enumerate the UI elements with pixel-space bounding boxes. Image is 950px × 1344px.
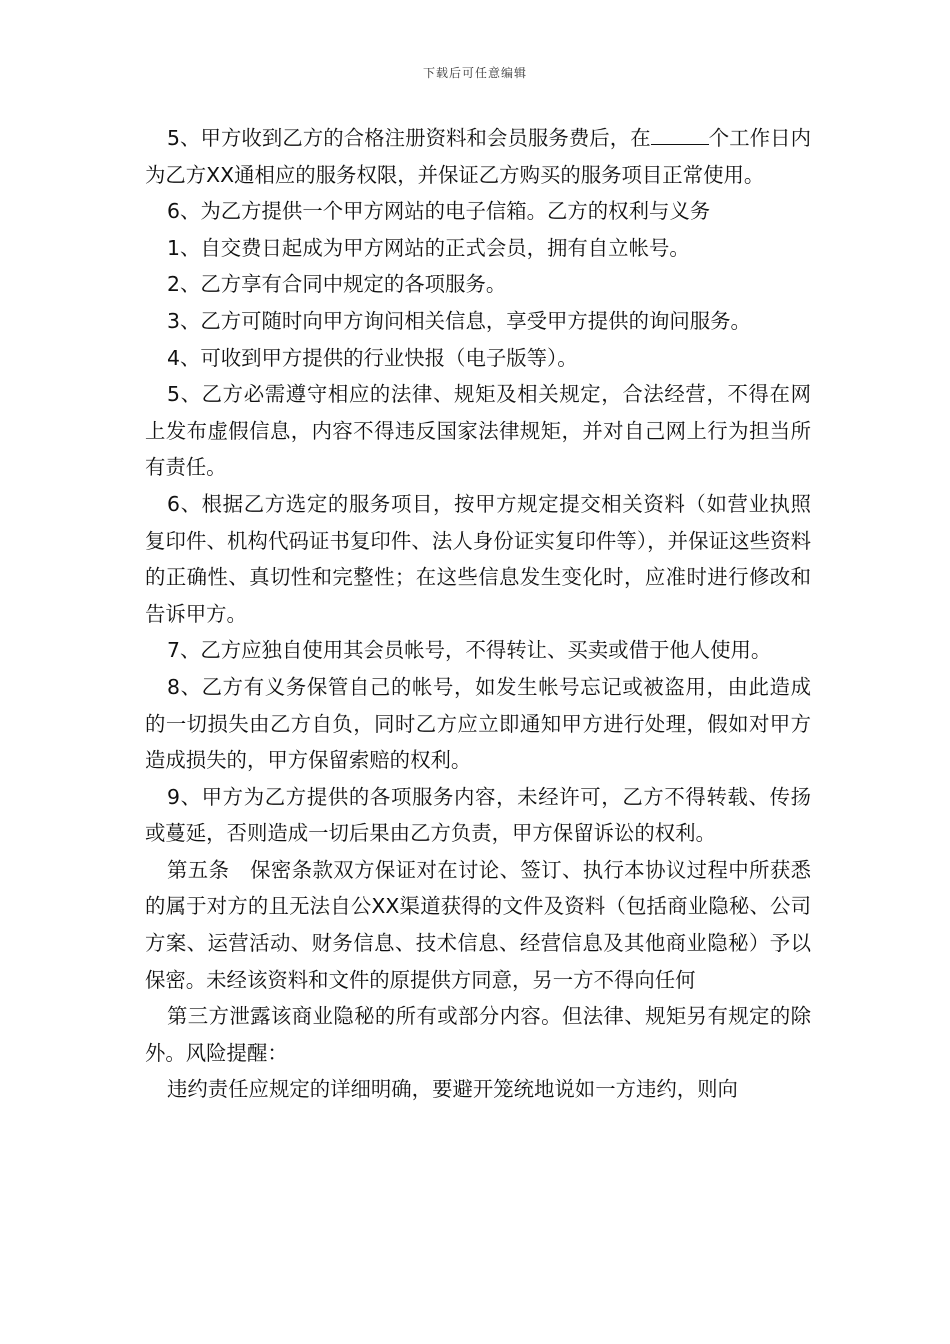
paragraph-right-6: 6、根据乙方选定的服务项目，按甲方规定提交相关资料（如营业执照复印件、机构代码证书复印件、法人身份证实复印件等），并保证这些资料的正确性、真切性和完整性；在这些信息发生变化时，应准时进行修改和告诉甲方。: [145, 491, 811, 626]
paragraph-right-2: 2、乙方享有合同中规定的各项服务。: [167, 272, 507, 297]
page-header-note: 下载后可任意编辑: [422, 66, 527, 80]
paragraph-third-party: 第三方泄露该商业隐秘的所有或部分内容。但法律、规矩另有规定的除外。风险提醒：: [145, 1004, 811, 1065]
paragraph-right-1: 1、自交费日起成为甲方网站的正式会员，拥有自立帐号。: [167, 235, 690, 260]
document-body: [145, 120, 811, 1108]
paragraph-article-5: 第五条 保密条款双方保证对在讨论、签订、执行本协议过程中所获悉的属于对方的且无法自公XX渠道获得的文件及资料（包括商业隐秘、公司方案、运营活动、财务信息、技术信息、经营信息及其他商业隐秘）予以保密。未经该资料和文件的原提供方同意，另一方不得向任何: [145, 857, 811, 992]
fill-in-blank: [651, 126, 709, 145]
paragraph-service-activation: [145, 120, 811, 193]
paragraph-text: 个工作日内为乙方XX通相应的服务权限，并保证乙方购买的服务项目正常使用。: [145, 126, 811, 187]
paragraph-right-8: 8、乙方有义务保管自己的帐号，如发生帐号忘记或被盗用，由此造成的一切损失由乙方自负，同时乙方应立即通知甲方进行处理，假如对甲方造成损失的，甲方保留索赔的权利。: [145, 674, 811, 773]
paragraph-right-7: 7、乙方应独自使用其会员帐号，不得转让、买卖或借于他人使用。: [167, 638, 772, 663]
paragraph-liability: 违约责任应规定的详细明确，要避开笼统地说如一方违约，则向: [167, 1077, 738, 1102]
paragraph-email: 6、为乙方提供一个甲方网站的电子信箱。乙方的权利与义务: [167, 199, 711, 224]
paragraph-text: 5、甲方收到乙方的合格注册资料和会员服务费后，在: [167, 126, 651, 150]
paragraph-right-5: 5、乙方必需遵守相应的法律、规矩及相关规定，合法经营，不得在网上发布虚假信息，内容不得违反国家法律规矩，并对自己网上行为担当所有责任。: [145, 382, 811, 480]
paragraph-right-3: 3、乙方可随时向甲方询问相关信息，享受甲方提供的询问服务。: [167, 308, 751, 333]
paragraph-right-4: 4、可收到甲方提供的行业快报（电子版等）。: [167, 345, 578, 370]
paragraph-right-9: 9、甲方为乙方提供的各项服务内容，未经许可，乙方不得转载、传扬或蔓延，否则造成一切后果由乙方负责，甲方保留诉讼的权利。: [145, 784, 811, 846]
